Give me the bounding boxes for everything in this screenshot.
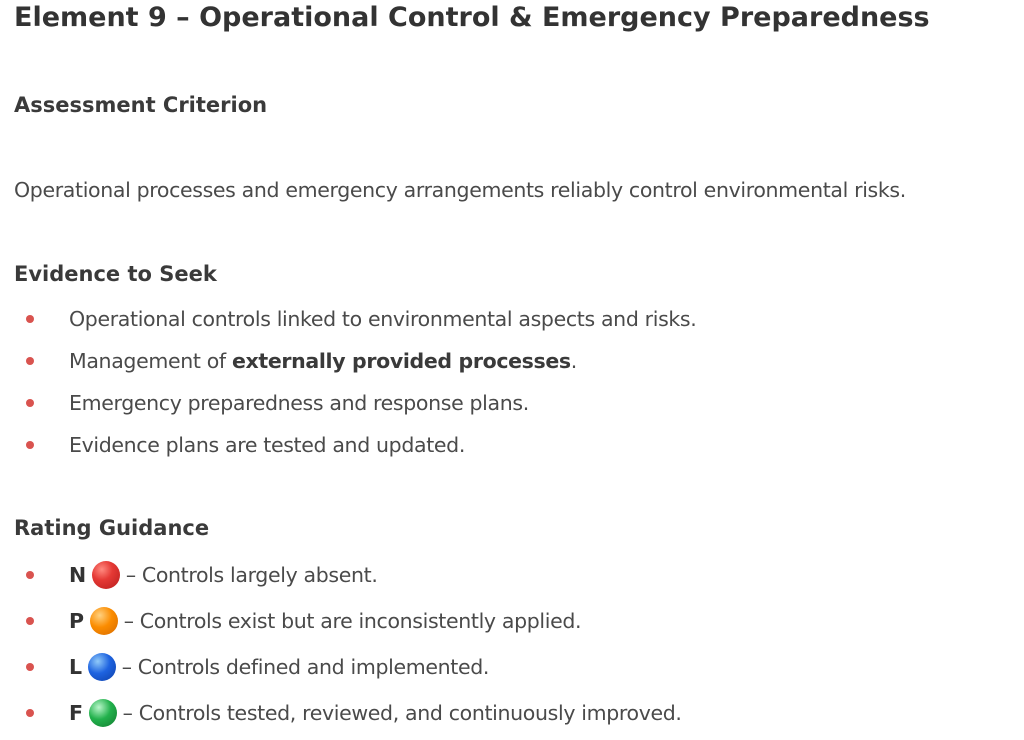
rating-item-text <box>69 651 489 683</box>
evidence-item-bold: externally provided processes <box>231 349 571 373</box>
rating-description: – Controls largely absent. <box>125 563 378 587</box>
rating-item-text <box>69 605 581 637</box>
bullet-icon <box>26 617 34 625</box>
bullet-icon <box>26 315 34 323</box>
bullet-icon <box>26 441 34 449</box>
evidence-item-post: . <box>570 349 577 373</box>
rating-heading: Rating Guidance <box>14 516 210 540</box>
rating-item-text <box>69 559 378 591</box>
bullet-icon <box>26 357 34 365</box>
rating-letter: N <box>69 563 86 587</box>
rating-description: – Controls tested, reviewed, and continuously improved. <box>122 701 682 725</box>
rating-letter: L <box>69 655 82 679</box>
orange-circle-icon <box>90 607 118 635</box>
rating-description: – Controls defined and implemented. <box>121 655 490 679</box>
bullet-icon <box>26 571 34 579</box>
blue-circle-icon <box>88 653 116 681</box>
bullet-icon <box>26 399 34 407</box>
criterion-text: Operational processes and emergency arrangements reliably control environmental risks. <box>14 178 906 202</box>
bullet-icon <box>26 709 34 717</box>
rating-letter: F <box>69 701 83 725</box>
rating-description: – Controls exist but are inconsistently applied. <box>123 609 582 633</box>
evidence-item-text <box>69 348 577 374</box>
evidence-item-text: Emergency preparedness and response plans. <box>69 391 529 415</box>
evidence-heading: Evidence to Seek <box>14 262 217 286</box>
evidence-item-text: Evidence plans are tested and updated. <box>69 433 465 457</box>
bullet-icon <box>26 663 34 671</box>
page-title: Element 9 – Operational Control & Emergency Preparedness <box>14 2 930 33</box>
criterion-heading: Assessment Criterion <box>14 93 268 117</box>
green-circle-icon <box>89 699 117 727</box>
rating-item-text <box>69 697 682 729</box>
rating-letter: P <box>69 609 84 633</box>
evidence-item-pre: Management of <box>69 349 232 373</box>
red-circle-icon <box>92 561 120 589</box>
evidence-item-text: Operational controls linked to environmental aspects and risks. <box>69 307 697 331</box>
